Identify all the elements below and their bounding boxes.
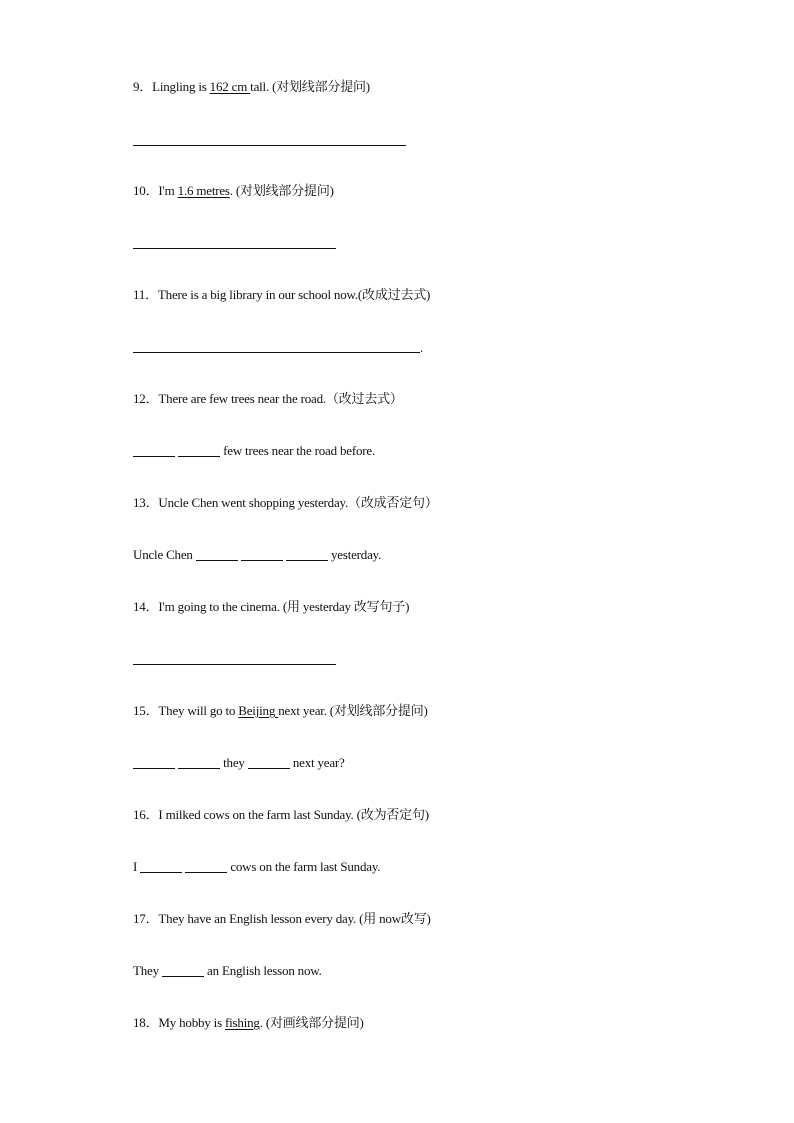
- answer-text-start: They: [133, 963, 162, 978]
- answer-blank[interactable]: [248, 767, 290, 769]
- answer-blank[interactable]: [162, 975, 204, 977]
- answer-text-mid: they: [223, 755, 245, 770]
- question-text: There are few trees near the road.: [158, 391, 326, 406]
- question-18: [133, 1014, 364, 1032]
- question-instruction: (改成过去式): [357, 287, 431, 302]
- question-text: Lingling is: [152, 79, 210, 94]
- question-9: [133, 78, 370, 96]
- question-instruction: （改成否定句）: [348, 495, 438, 510]
- question-instruction: (用 now改写): [359, 911, 431, 926]
- question-instruction: (用 yesterday 改写句子): [282, 599, 410, 614]
- question-instruction: (对划线部分提问): [329, 703, 428, 718]
- underlined-part: fishing: [225, 1015, 260, 1030]
- question-text: My hobby is: [158, 1015, 225, 1030]
- question-number: 15．: [133, 703, 159, 718]
- question-instruction: (对划线部分提问): [272, 79, 370, 94]
- question-14: [133, 598, 409, 616]
- question-16: [133, 806, 429, 824]
- question-text: They have an English lesson every day.: [158, 911, 360, 926]
- question-instruction: (对画线部分提问): [265, 1015, 364, 1030]
- question-15: [133, 702, 428, 720]
- question-11: [133, 286, 430, 304]
- underlined-part: 162 cm: [209, 79, 251, 94]
- question-text-end: tall.: [250, 79, 273, 94]
- answer-blank[interactable]: [140, 871, 182, 873]
- answer-16: [133, 858, 380, 876]
- answer-blank[interactable]: [133, 767, 175, 769]
- answer-line-11[interactable]: [133, 352, 420, 353]
- answer-blank[interactable]: [133, 455, 175, 457]
- answer-text-start: I: [133, 859, 141, 874]
- answer-blank[interactable]: [185, 871, 227, 873]
- question-text-end: next year.: [278, 703, 330, 718]
- answer-text-end: an English lesson now.: [207, 963, 322, 978]
- underlined-part: 1.6 metres: [177, 183, 230, 198]
- answer-blank[interactable]: [196, 559, 238, 561]
- answer-15: [133, 754, 345, 772]
- question-number: 17．: [133, 911, 159, 926]
- question-number: 16．: [133, 807, 159, 822]
- answer-text-end: cows on the farm last Sunday.: [230, 859, 381, 874]
- question-number: 9．: [133, 79, 153, 94]
- question-text: They will go to: [158, 703, 239, 718]
- answer-blank[interactable]: [286, 559, 328, 561]
- answer-blank[interactable]: [178, 455, 220, 457]
- answer-17: [133, 962, 322, 980]
- answer-line-14[interactable]: [133, 664, 336, 665]
- question-number: 10．: [133, 183, 159, 198]
- question-text: I milked cows on the farm last Sunday.: [158, 807, 357, 822]
- question-12: [133, 390, 403, 408]
- question-number: 14．: [133, 599, 159, 614]
- question-text: I'm going to the cinema.: [158, 599, 283, 614]
- question-13: [133, 494, 438, 512]
- question-17: [133, 910, 431, 928]
- question-number: 18．: [133, 1015, 159, 1030]
- question-number: 12．: [133, 391, 159, 406]
- answer-text-end: next year?: [292, 755, 345, 770]
- answer-13: [133, 546, 381, 564]
- question-text: I'm: [158, 183, 178, 198]
- answer-blank[interactable]: [178, 767, 220, 769]
- question-text: Uncle Chen went shopping yesterday.: [158, 495, 349, 510]
- answer-12: [133, 442, 375, 460]
- answer-line-end-period: .: [420, 340, 424, 355]
- answer-text: few trees near the road before.: [223, 443, 376, 458]
- question-instruction: (对划线部分提问): [235, 183, 334, 198]
- question-instruction: （改过去式）: [325, 391, 403, 406]
- question-text-end: .: [259, 1015, 266, 1030]
- answer-blank[interactable]: [241, 559, 283, 561]
- question-text-end: .: [229, 183, 236, 198]
- answer-text-end: yesterday.: [330, 547, 382, 562]
- question-number: 11．: [133, 287, 158, 302]
- answer-line-9[interactable]: [133, 145, 406, 146]
- answer-line-10[interactable]: [133, 248, 336, 249]
- question-text: There is a big library in our school now.: [157, 287, 358, 302]
- answer-text-start: Uncle Chen: [133, 547, 196, 562]
- question-number: 13．: [133, 495, 159, 510]
- question-10: [133, 182, 334, 200]
- underlined-part: Beijing: [238, 703, 279, 718]
- question-instruction: (改为否定句): [356, 807, 429, 822]
